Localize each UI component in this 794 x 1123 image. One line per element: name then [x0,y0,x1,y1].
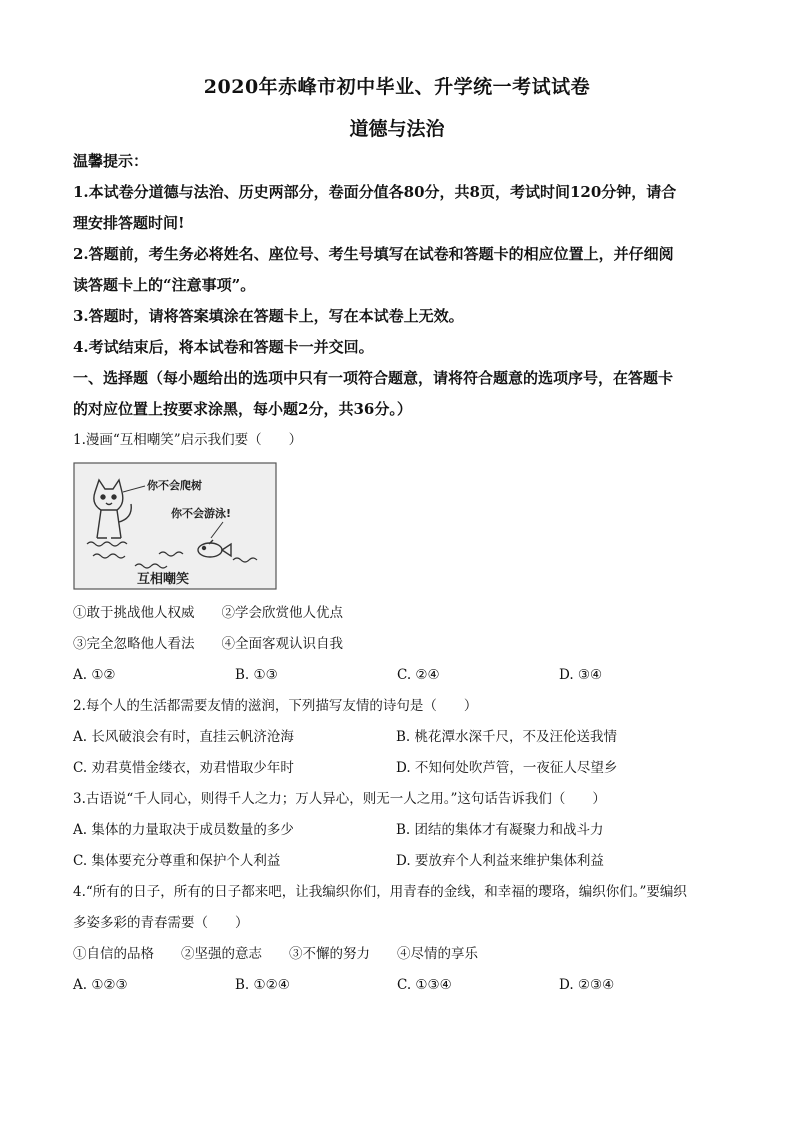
speech-bubble-1: 你不会爬树 [147,479,202,492]
question-3-options-row [73,846,733,877]
section-heading: 一、选择题（每小题给出的选项中只有一项符合题意，请将符合题意的选项序号，在答题卡 [73,369,674,387]
option-d: D. 要放弃个人利益来维护集体利益 [396,853,604,869]
statement-line: ①自信的品格 ②坚强的意志 ③不懈的努力 ④尽情的享乐 [73,946,478,962]
tip-line: 4.考试结束后，将本试卷和答题卡一并交回。 [73,338,374,356]
option-a: A. 集体的力量取决于成员数量的多少 [73,822,294,838]
option-d: D. 不知何处吹芦管，一夜征人尽望乡 [396,760,618,776]
tips-heading: 温馨提示： [73,152,149,170]
tip-line: 3.答题时，请将答案填涂在答题卡上，写在本试卷上无效。 [73,307,464,325]
tip-line: 2.答题前，考生务必将姓名、座位号、考生号填写在试卷和答题卡的相应位置上，并仔细阅 [73,245,674,263]
question-3-options-row [73,815,733,846]
question-4-stem: 多姿多彩的青春需要（ ） [73,915,249,931]
tip-line: 理安排答题时间! [73,214,185,232]
option-b: B. ①②④ [235,977,290,993]
option-a: A. ①②③ [73,977,128,993]
question-2-stem: 2.每个人的生活都需要友情的滋润，下列描写友情的诗句是（ ） [73,698,478,714]
statement-line: ③完全忽略他人看法 ④全面客观认识自我 [73,636,343,652]
option-d: D. ③④ [559,667,603,683]
option-b: B. 团结的集体才有凝聚力和战斗力 [396,822,604,838]
tips-block [73,146,733,1001]
tip-line: 读答题卡上的“注意事项”。 [73,276,256,294]
exam-title: 2020年赤峰市初中毕业、升学统一考试试卷 [203,76,591,98]
question-4-options [73,970,733,1001]
question-1-options [73,660,733,691]
cartoon-image [73,462,277,590]
option-a: A. 长风破浪会有时，直挂云帆济沧海 [73,729,294,745]
option-b: B. ①③ [235,667,278,683]
speech-bubble-2: 你不会游泳! [171,507,232,520]
section-heading: 的对应位置上按要求涂黑，每小题2分，共36分。） [73,400,412,418]
option-d: D. ②③④ [559,977,615,993]
question-3-stem: 3.古语说“千人同心，则得千人之力；万人异心，则无一人之用。”这句话告诉我们（ ） [73,791,606,807]
tip-line: 1.本试卷分道德与法治、历史两部分，卷面分值各80分，共8页，考试时间120分钟，请合 [73,183,677,201]
option-c: C. ①③④ [397,977,452,993]
option-c: C. 集体要充分尊重和保护个人利益 [73,853,281,869]
cartoon-caption: 互相嘲笑 [137,572,190,587]
subject-title: 道德与法治 [349,118,445,140]
option-c: C. ②④ [397,667,440,683]
question-1-stem: 1.漫画“互相嘲笑”启示我们要（ ） [73,432,303,448]
option-b: B. 桃花潭水深千尺，不及汪伦送我情 [396,729,618,745]
option-a: A. ①② [73,667,116,683]
statement-line: ①敢于挑战他人权威 ②学会欣赏他人优点 [73,605,343,621]
question-2-options-row [73,753,733,784]
option-c: C. 劝君莫惜金缕衣，劝君惜取少年时 [73,760,294,776]
question-2-options-row [73,722,733,753]
question-4-stem: 4.“所有的日子，所有的日子都来吧，让我编织你们，用青春的金线，和幸福的璎珞，编织你们。”要编织 [73,884,687,900]
